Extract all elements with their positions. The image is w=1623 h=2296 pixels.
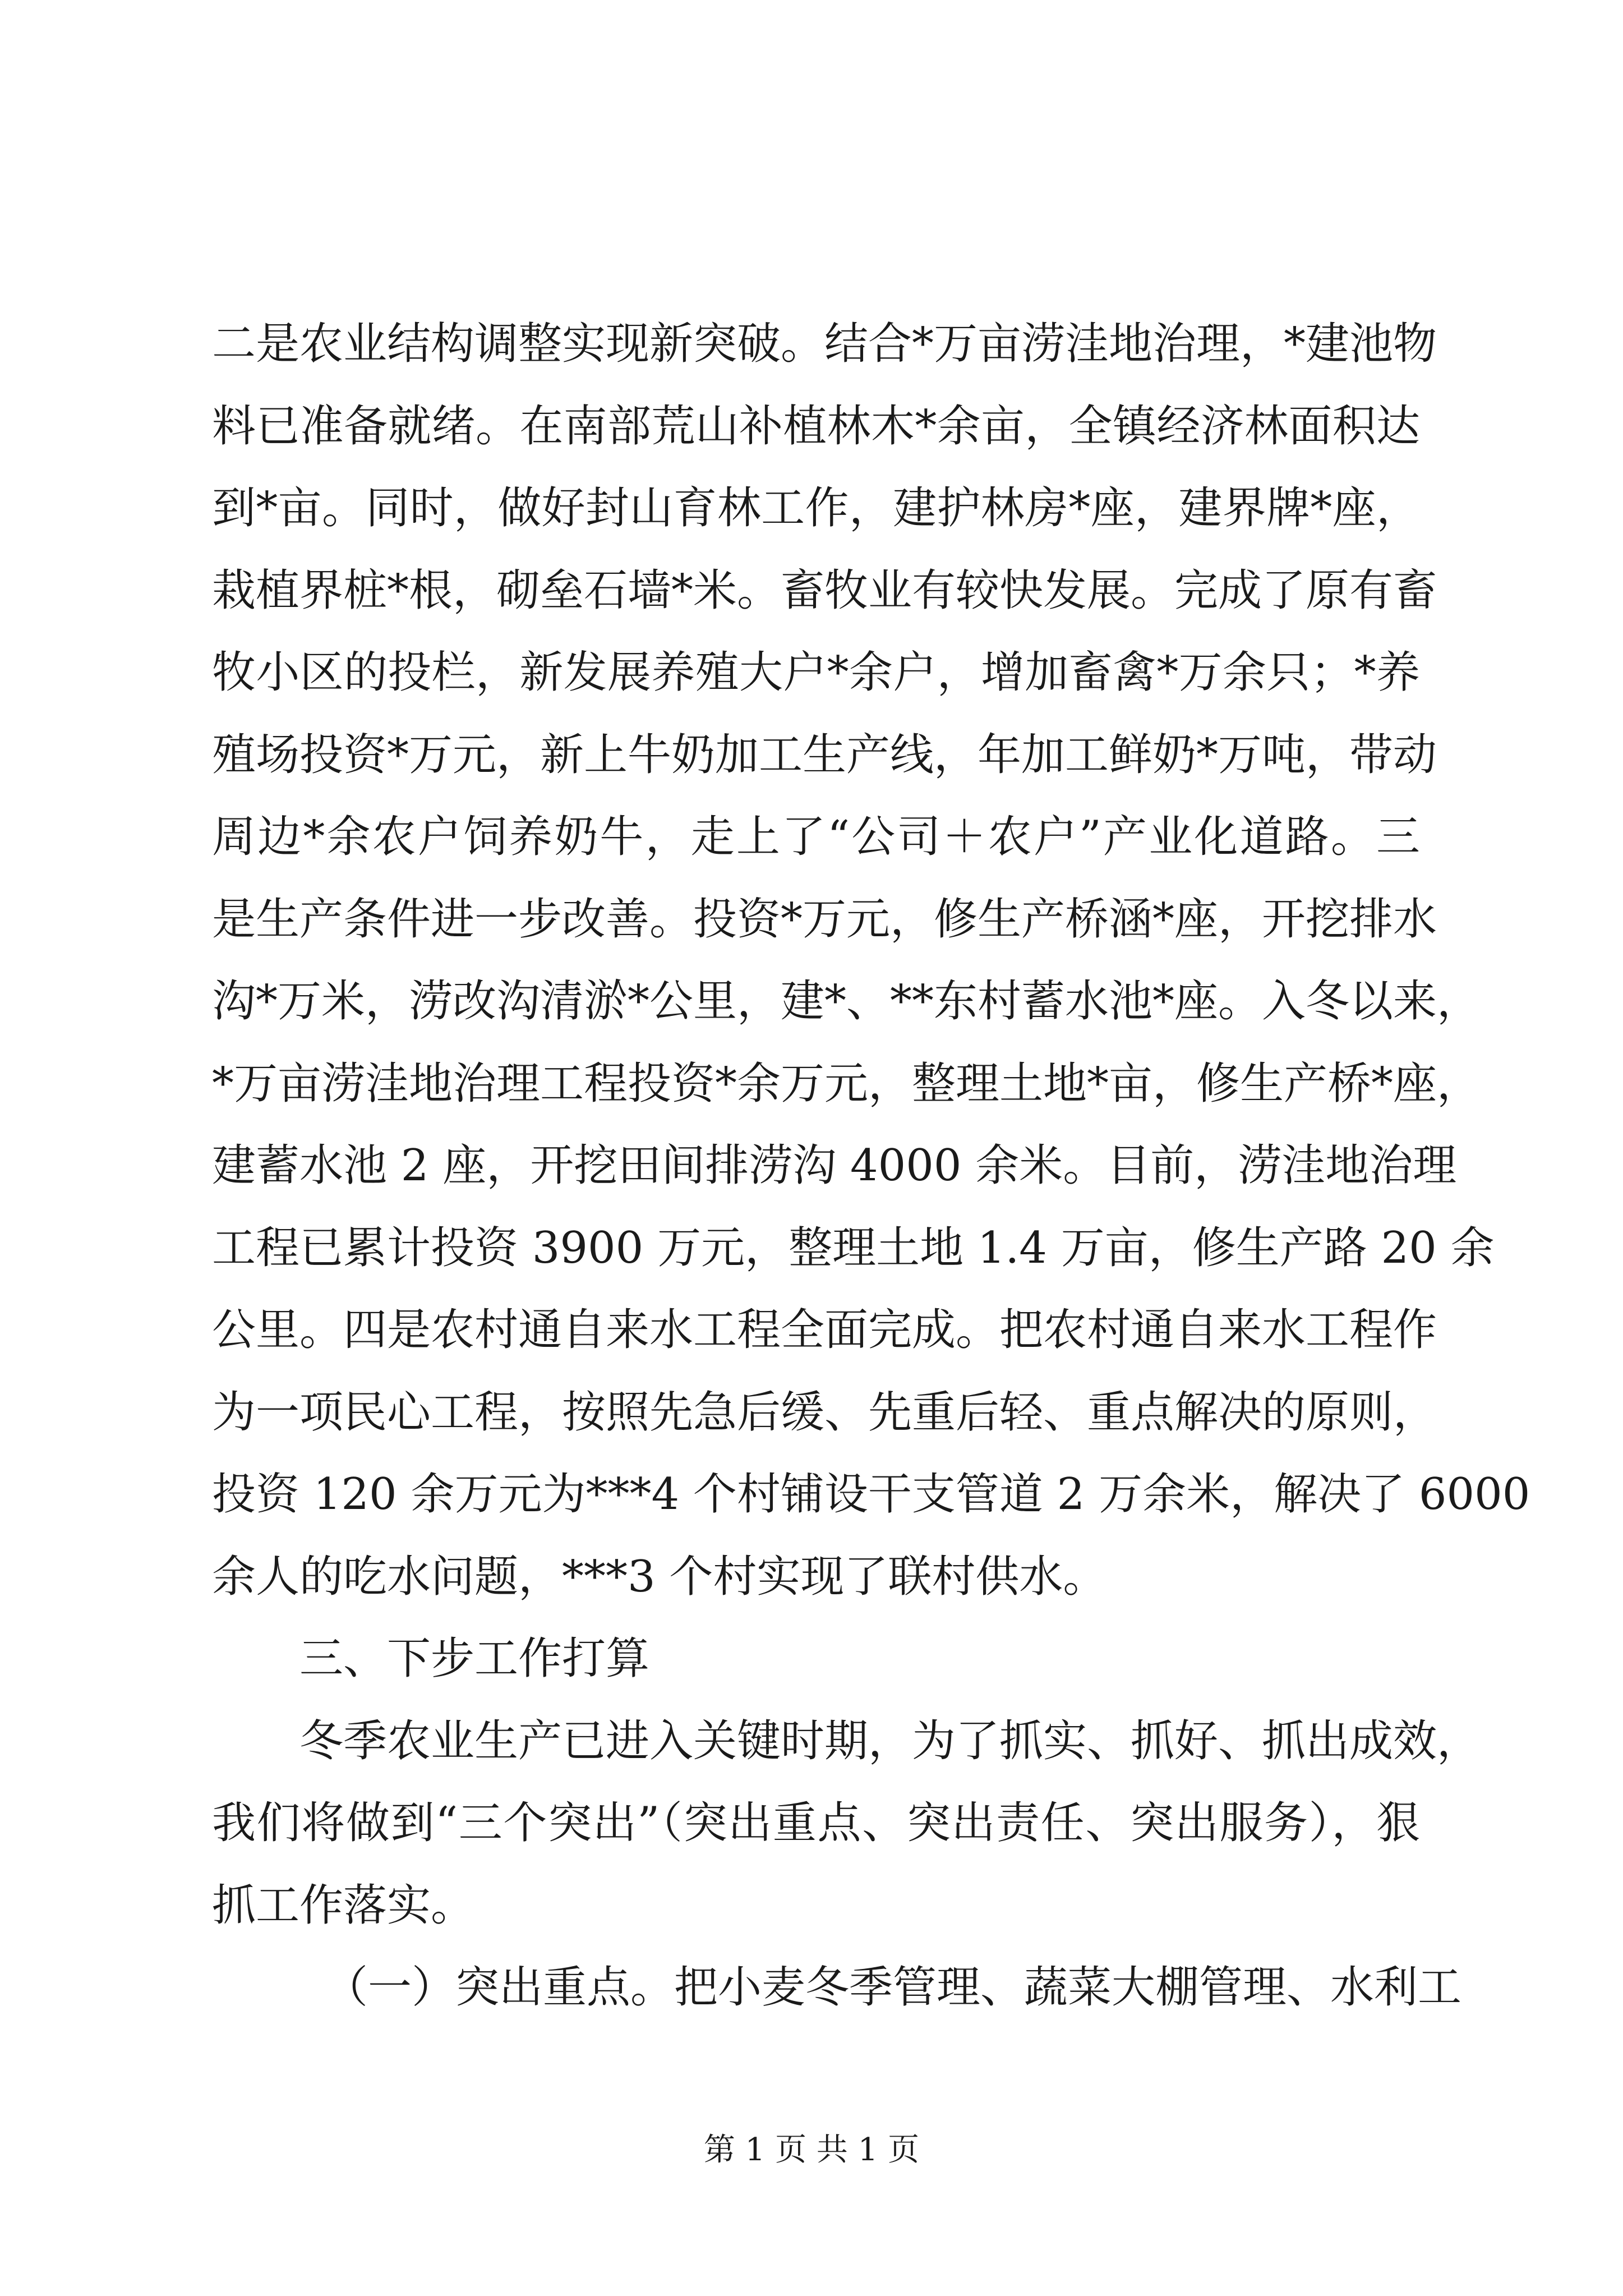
- body-line: 殖场投资*万元，新上牛奶加工生产线，年加工鲜奶*万吨，带动: [212, 729, 1437, 780]
- page-footer: 第 1 页 共 1 页: [703, 2132, 920, 2168]
- body-line: 建蓄水池 2 座，开挖田间排涝沟 4000 余米。目前，涝洼地治理: [212, 1140, 1457, 1191]
- body-line: 工程已累计投资 3900 万元，整理土地 1.4 万亩，修生产路 20 余: [212, 1222, 1495, 1273]
- body-line: 料已准备就绪。在南部荒山补植林木*余亩，全镇经济林面积达: [212, 401, 1420, 452]
- document-body: [212, 303, 1530, 2029]
- body-line: 投资 120 余万元为***4 个村铺设干支管道 2 万余米，解决了 6000: [212, 1469, 1530, 1520]
- body-line: 抓工作落实。: [212, 1880, 475, 1931]
- body-line: 牧小区的投栏，新发展养殖大户*余户，增加畜禽*万余只；*养: [212, 647, 1420, 698]
- body-line: （一）突出重点。把小麦冬季管理、蔬菜大棚管理、水利工: [324, 1962, 1462, 2013]
- body-line: 余人的吃水问题，***3 个村实现了联村供水。: [212, 1551, 1107, 1602]
- body-line: 到*亩。同时，做好封山育林工作，建护林房*座，建界牌*座，: [212, 483, 1420, 533]
- body-line: 栽植界桩*根，砌垒石墙*米。畜牧业有较快发展。完成了原有畜: [212, 565, 1437, 616]
- body-line: 周边*余农户饲养奶牛，走上了“公司＋农户”产业化道路。三: [212, 812, 1420, 862]
- body-line: 沟*万米，涝改沟清淤*公里，建*、**东村蓄水池*座。入冬以来，: [212, 976, 1481, 1027]
- body-line: 我们将做到“三个突出”（突出重点、突出责任、突出服务），狠: [212, 1798, 1420, 1848]
- body-line: 是生产条件进一步改善。投资*万元，修生产桥涵*座，开挖排水: [212, 894, 1437, 945]
- body-line: 公里。四是农村通自来水工程全面完成。把农村通自来水工程作: [212, 1305, 1437, 1355]
- body-line: 为一项民心工程，按照先急后缓、先重后轻、重点解决的原则，: [212, 1387, 1437, 1438]
- body-line: 冬季农业生产已进入关键时期，为了抓实、抓好、抓出成效，: [299, 1715, 1481, 1766]
- body-line: 二是农业结构调整实现新突破。结合*万亩涝洼地治理，*建池物: [212, 319, 1437, 369]
- body-line: *万亩涝洼地治理工程投资*余万元，整理土地*亩，修生产桥*座，: [212, 1058, 1481, 1109]
- section-heading: 三、下步工作打算: [299, 1634, 650, 1684]
